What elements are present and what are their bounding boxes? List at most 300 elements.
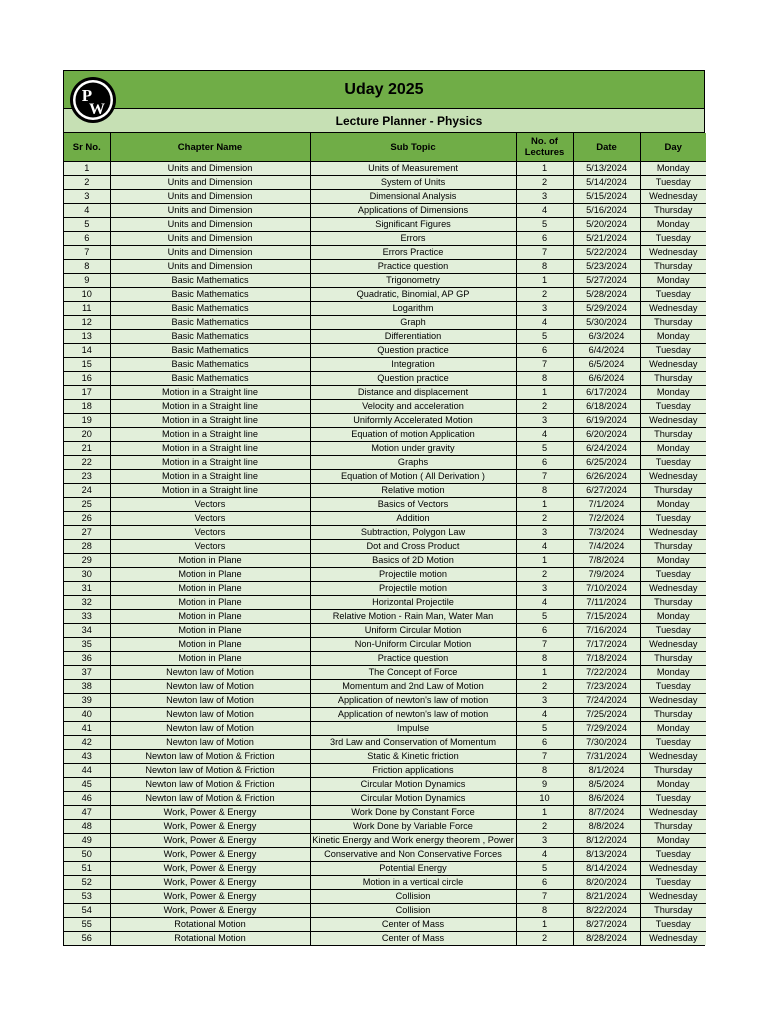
sr-no-cell: 12	[64, 316, 110, 330]
sr-no-cell: 24	[64, 484, 110, 498]
sr-no-cell: 28	[64, 540, 110, 554]
chapter-name-cell: Basic Mathematics	[110, 288, 310, 302]
sr-no-cell: 54	[64, 904, 110, 918]
chapter-name-cell: Newton law of Motion	[110, 722, 310, 736]
lectures-cell: 8	[516, 904, 573, 918]
sr-no-cell: 51	[64, 862, 110, 876]
chapter-name-cell: Newton law of Motion	[110, 694, 310, 708]
day-cell: Tuesday	[640, 792, 706, 806]
sub-topic-cell: Velocity and acceleration	[310, 400, 516, 414]
sub-topic-cell: Logarithm	[310, 302, 516, 316]
col-header-day: Day	[640, 133, 706, 162]
sub-topic-cell: Basics of 2D Motion	[310, 554, 516, 568]
chapter-name-cell: Rotational Motion	[110, 932, 310, 946]
date-cell: 7/29/2024	[573, 722, 640, 736]
date-cell: 8/6/2024	[573, 792, 640, 806]
date-cell: 7/17/2024	[573, 638, 640, 652]
sr-no-cell: 56	[64, 932, 110, 946]
lectures-cell: 1	[516, 274, 573, 288]
chapter-name-cell: Newton law of Motion	[110, 708, 310, 722]
day-cell: Tuesday	[640, 344, 706, 358]
day-cell: Wednesday	[640, 302, 706, 316]
day-cell: Monday	[640, 498, 706, 512]
sr-no-cell: 45	[64, 778, 110, 792]
sr-no-cell: 32	[64, 596, 110, 610]
date-cell: 8/12/2024	[573, 834, 640, 848]
chapter-name-cell: Work, Power & Energy	[110, 820, 310, 834]
page-subtitle: Lecture Planner - Physics	[335, 113, 483, 128]
date-cell: 5/30/2024	[573, 316, 640, 330]
sub-topic-cell: Static & Kinetic friction	[310, 750, 516, 764]
day-cell: Wednesday	[640, 932, 706, 946]
sr-no-cell: 35	[64, 638, 110, 652]
day-cell: Monday	[640, 834, 706, 848]
lectures-cell: 1	[516, 806, 573, 820]
table-row	[64, 274, 706, 288]
pw-logo-icon	[69, 76, 117, 124]
lectures-cell: 9	[516, 778, 573, 792]
day-cell: Monday	[640, 162, 706, 176]
date-cell: 6/27/2024	[573, 484, 640, 498]
date-cell: 7/15/2024	[573, 610, 640, 624]
sub-topic-cell: Practice question	[310, 260, 516, 274]
sr-no-cell: 14	[64, 344, 110, 358]
sr-no-cell: 29	[64, 554, 110, 568]
table-row	[64, 820, 706, 834]
date-cell: 6/18/2024	[573, 400, 640, 414]
lectures-cell: 3	[516, 414, 573, 428]
lectures-cell: 5	[516, 442, 573, 456]
table-row	[64, 848, 706, 862]
lectures-cell: 3	[516, 694, 573, 708]
lectures-cell: 7	[516, 890, 573, 904]
table-row	[64, 456, 706, 470]
sr-no-cell: 38	[64, 680, 110, 694]
table-row	[64, 330, 706, 344]
sub-topic-cell: Potential Energy	[310, 862, 516, 876]
sub-topic-cell: Quadratic, Binomial, AP GP	[310, 288, 516, 302]
lectures-cell: 2	[516, 400, 573, 414]
chapter-name-cell: Vectors	[110, 498, 310, 512]
table-row	[64, 344, 706, 358]
sub-topic-cell: Motion in a vertical circle	[310, 876, 516, 890]
date-cell: 8/7/2024	[573, 806, 640, 820]
sub-topic-cell: Graphs	[310, 456, 516, 470]
table-row	[64, 498, 706, 512]
date-cell: 6/17/2024	[573, 386, 640, 400]
day-cell: Thursday	[640, 540, 706, 554]
date-cell: 8/22/2024	[573, 904, 640, 918]
day-cell: Thursday	[640, 820, 706, 834]
lectures-cell: 8	[516, 372, 573, 386]
lectures-cell: 8	[516, 260, 573, 274]
table-row	[64, 162, 706, 176]
lectures-cell: 2	[516, 568, 573, 582]
sr-no-cell: 19	[64, 414, 110, 428]
sub-topic-cell: Application of newton's law of motion	[310, 694, 516, 708]
sub-topic-cell: Uniform Circular Motion	[310, 624, 516, 638]
lectures-cell: 1	[516, 666, 573, 680]
col-header-sub-topic: Sub Topic	[310, 133, 516, 162]
date-cell: 6/3/2024	[573, 330, 640, 344]
date-cell: 6/6/2024	[573, 372, 640, 386]
day-cell: Thursday	[640, 372, 706, 386]
date-cell: 8/1/2024	[573, 764, 640, 778]
sr-no-cell: 13	[64, 330, 110, 344]
sub-topic-cell: Errors	[310, 232, 516, 246]
chapter-name-cell: Basic Mathematics	[110, 358, 310, 372]
date-cell: 6/25/2024	[573, 456, 640, 470]
day-cell: Monday	[640, 274, 706, 288]
chapter-name-cell: Basic Mathematics	[110, 274, 310, 288]
sr-no-cell: 53	[64, 890, 110, 904]
table-row	[64, 638, 706, 652]
chapter-name-cell: Work, Power & Energy	[110, 876, 310, 890]
sub-topic-cell: Application of newton's law of motion	[310, 708, 516, 722]
lectures-cell: 3	[516, 526, 573, 540]
day-cell: Monday	[640, 330, 706, 344]
table-row	[64, 442, 706, 456]
table-row	[64, 806, 706, 820]
sr-no-cell: 25	[64, 498, 110, 512]
sr-no-cell: 46	[64, 792, 110, 806]
date-cell: 7/18/2024	[573, 652, 640, 666]
date-cell: 7/2/2024	[573, 512, 640, 526]
date-cell: 6/19/2024	[573, 414, 640, 428]
table-row	[64, 582, 706, 596]
chapter-name-cell: Newton law of Motion & Friction	[110, 750, 310, 764]
day-cell: Monday	[640, 722, 706, 736]
chapter-name-cell: Units and Dimension	[110, 162, 310, 176]
date-cell: 7/11/2024	[573, 596, 640, 610]
sr-no-cell: 49	[64, 834, 110, 848]
day-cell: Wednesday	[640, 694, 706, 708]
day-cell: Thursday	[640, 428, 706, 442]
table-row	[64, 932, 706, 946]
day-cell: Wednesday	[640, 246, 706, 260]
sub-topic-cell: Question practice	[310, 372, 516, 386]
chapter-name-cell: Motion in a Straight line	[110, 470, 310, 484]
day-cell: Monday	[640, 442, 706, 456]
lectures-cell: 7	[516, 750, 573, 764]
sr-no-cell: 8	[64, 260, 110, 274]
sr-no-cell: 27	[64, 526, 110, 540]
sub-topic-cell: Non-Uniform Circular Motion	[310, 638, 516, 652]
sr-no-cell: 18	[64, 400, 110, 414]
day-cell: Thursday	[640, 904, 706, 918]
date-cell: 7/4/2024	[573, 540, 640, 554]
date-cell: 8/28/2024	[573, 932, 640, 946]
logo-letter-w: W	[89, 101, 105, 118]
table-row	[64, 302, 706, 316]
date-cell: 5/20/2024	[573, 218, 640, 232]
sub-topic-cell: Differentiation	[310, 330, 516, 344]
chapter-name-cell: Work, Power & Energy	[110, 834, 310, 848]
table-row	[64, 428, 706, 442]
date-cell: 8/14/2024	[573, 862, 640, 876]
date-cell: 6/5/2024	[573, 358, 640, 372]
sr-no-cell: 2	[64, 176, 110, 190]
day-cell: Monday	[640, 554, 706, 568]
sub-topic-cell: System of Units	[310, 176, 516, 190]
date-cell: 6/24/2024	[573, 442, 640, 456]
sr-no-cell: 5	[64, 218, 110, 232]
sr-no-cell: 47	[64, 806, 110, 820]
sub-topic-cell: Uniformly Accelerated Motion	[310, 414, 516, 428]
table-row	[64, 232, 706, 246]
chapter-name-cell: Motion in Plane	[110, 568, 310, 582]
sub-topic-cell: Trigonometry	[310, 274, 516, 288]
page-title: Uday 2025	[344, 80, 424, 98]
col-header-sr-no: Sr No.	[64, 133, 110, 162]
day-cell: Wednesday	[640, 750, 706, 764]
table-row	[64, 484, 706, 498]
sr-no-cell: 36	[64, 652, 110, 666]
sub-topic-cell: Center of Mass	[310, 932, 516, 946]
chapter-name-cell: Basic Mathematics	[110, 316, 310, 330]
chapter-name-cell: Basic Mathematics	[110, 344, 310, 358]
day-cell: Tuesday	[640, 176, 706, 190]
chapter-name-cell: Motion in a Straight line	[110, 428, 310, 442]
day-cell: Wednesday	[640, 890, 706, 904]
chapter-name-cell: Work, Power & Energy	[110, 848, 310, 862]
sr-no-cell: 48	[64, 820, 110, 834]
chapter-name-cell: Work, Power & Energy	[110, 806, 310, 820]
table-row	[64, 694, 706, 708]
lectures-cell: 6	[516, 624, 573, 638]
sr-no-cell: 1	[64, 162, 110, 176]
lectures-cell: 8	[516, 484, 573, 498]
sub-topic-cell: Friction applications	[310, 764, 516, 778]
chapter-name-cell: Newton law of Motion	[110, 666, 310, 680]
chapter-name-cell: Basic Mathematics	[110, 372, 310, 386]
sr-no-cell: 23	[64, 470, 110, 484]
chapter-name-cell: Newton law of Motion	[110, 680, 310, 694]
sr-no-cell: 9	[64, 274, 110, 288]
lectures-cell: 4	[516, 204, 573, 218]
table-row	[64, 680, 706, 694]
table-row	[64, 610, 706, 624]
chapter-name-cell: Newton law of Motion	[110, 736, 310, 750]
sub-topic-cell: Equation of Motion ( All Derivation )	[310, 470, 516, 484]
sub-topic-cell: Projectile motion	[310, 568, 516, 582]
sub-topic-cell: Work Done by Variable Force	[310, 820, 516, 834]
sr-no-cell: 42	[64, 736, 110, 750]
sr-no-cell: 37	[64, 666, 110, 680]
sub-topic-cell: Distance and displacement	[310, 386, 516, 400]
chapter-name-cell: Motion in a Straight line	[110, 456, 310, 470]
date-cell: 8/20/2024	[573, 876, 640, 890]
table-row	[64, 904, 706, 918]
sub-topic-cell: Kinetic Energy and Work energy theorem , Power	[310, 834, 516, 848]
table-row	[64, 652, 706, 666]
col-header-date: Date	[573, 133, 640, 162]
date-cell: 5/23/2024	[573, 260, 640, 274]
day-cell: Wednesday	[640, 190, 706, 204]
date-cell: 7/1/2024	[573, 498, 640, 512]
date-cell: 8/21/2024	[573, 890, 640, 904]
day-cell: Wednesday	[640, 862, 706, 876]
date-cell: 5/28/2024	[573, 288, 640, 302]
chapter-name-cell: Basic Mathematics	[110, 302, 310, 316]
date-cell: 7/22/2024	[573, 666, 640, 680]
sub-topic-cell: Significant Figures	[310, 218, 516, 232]
chapter-name-cell: Work, Power & Energy	[110, 904, 310, 918]
table-row	[64, 512, 706, 526]
sr-no-cell: 4	[64, 204, 110, 218]
sr-no-cell: 26	[64, 512, 110, 526]
sub-topic-cell: Momentum and 2nd Law of Motion	[310, 680, 516, 694]
sub-topic-cell: Question practice	[310, 344, 516, 358]
day-cell: Tuesday	[640, 624, 706, 638]
table-row	[64, 708, 706, 722]
sr-no-cell: 44	[64, 764, 110, 778]
sub-topic-cell: Addition	[310, 512, 516, 526]
chapter-name-cell: Units and Dimension	[110, 204, 310, 218]
date-cell: 6/26/2024	[573, 470, 640, 484]
table-row	[64, 316, 706, 330]
lectures-cell: 1	[516, 554, 573, 568]
date-cell: 8/8/2024	[573, 820, 640, 834]
lectures-cell: 1	[516, 162, 573, 176]
table-row	[64, 386, 706, 400]
chapter-name-cell: Motion in a Straight line	[110, 400, 310, 414]
day-cell: Thursday	[640, 204, 706, 218]
col-header-lectures: No. of Lectures	[516, 133, 573, 162]
sub-topic-cell: Equation of motion Application	[310, 428, 516, 442]
sr-no-cell: 40	[64, 708, 110, 722]
lectures-cell: 1	[516, 386, 573, 400]
table-row	[64, 736, 706, 750]
lectures-cell: 3	[516, 834, 573, 848]
sub-topic-cell: Circular Motion Dynamics	[310, 792, 516, 806]
table-row	[64, 526, 706, 540]
table-row	[64, 204, 706, 218]
table-row	[64, 876, 706, 890]
subtitle-bar	[64, 109, 704, 133]
sr-no-cell: 7	[64, 246, 110, 260]
table-row	[64, 358, 706, 372]
sr-no-cell: 20	[64, 428, 110, 442]
sub-topic-cell: Errors Practice	[310, 246, 516, 260]
sr-no-cell: 55	[64, 918, 110, 932]
chapter-name-cell: Motion in a Straight line	[110, 442, 310, 456]
day-cell: Wednesday	[640, 806, 706, 820]
date-cell: 5/15/2024	[573, 190, 640, 204]
chapter-name-cell: Motion in a Straight line	[110, 484, 310, 498]
lectures-cell: 5	[516, 610, 573, 624]
chapter-name-cell: Rotational Motion	[110, 918, 310, 932]
chapter-name-cell: Units and Dimension	[110, 232, 310, 246]
chapter-name-cell: Motion in Plane	[110, 582, 310, 596]
table-row	[64, 540, 706, 554]
day-cell: Tuesday	[640, 400, 706, 414]
lectures-cell: 1	[516, 918, 573, 932]
chapter-name-cell: Work, Power & Energy	[110, 890, 310, 904]
table-body	[64, 162, 706, 946]
date-cell: 7/8/2024	[573, 554, 640, 568]
table-row	[64, 764, 706, 778]
sub-topic-cell: Graph	[310, 316, 516, 330]
day-cell: Thursday	[640, 484, 706, 498]
day-cell: Monday	[640, 610, 706, 624]
sub-topic-cell: Dimensional Analysis	[310, 190, 516, 204]
lectures-cell: 4	[516, 316, 573, 330]
sub-topic-cell: The Concept of Force	[310, 666, 516, 680]
lectures-cell: 7	[516, 470, 573, 484]
table-row	[64, 666, 706, 680]
date-cell: 5/21/2024	[573, 232, 640, 246]
lectures-cell: 3	[516, 302, 573, 316]
sub-topic-cell: Practice question	[310, 652, 516, 666]
day-cell: Monday	[640, 386, 706, 400]
sub-topic-cell: Impulse	[310, 722, 516, 736]
sub-topic-cell: Projectile motion	[310, 582, 516, 596]
table-header-row	[64, 133, 706, 162]
sr-no-cell: 50	[64, 848, 110, 862]
lectures-cell: 4	[516, 428, 573, 442]
sub-topic-cell: Integration	[310, 358, 516, 372]
date-cell: 7/3/2024	[573, 526, 640, 540]
chapter-name-cell: Vectors	[110, 512, 310, 526]
lectures-cell: 4	[516, 540, 573, 554]
sr-no-cell: 41	[64, 722, 110, 736]
lectures-cell: 4	[516, 848, 573, 862]
table-row	[64, 596, 706, 610]
chapter-name-cell: Units and Dimension	[110, 260, 310, 274]
table-row	[64, 722, 706, 736]
chapter-name-cell: Newton law of Motion & Friction	[110, 778, 310, 792]
sr-no-cell: 17	[64, 386, 110, 400]
table-row	[64, 218, 706, 232]
chapter-name-cell: Units and Dimension	[110, 176, 310, 190]
sr-no-cell: 3	[64, 190, 110, 204]
day-cell: Thursday	[640, 596, 706, 610]
lectures-cell: 7	[516, 638, 573, 652]
sub-topic-cell: Work Done by Constant Force	[310, 806, 516, 820]
date-cell: 5/16/2024	[573, 204, 640, 218]
date-cell: 5/29/2024	[573, 302, 640, 316]
chapter-name-cell: Units and Dimension	[110, 218, 310, 232]
table-row	[64, 288, 706, 302]
table-row	[64, 470, 706, 484]
sub-topic-cell: Applications of Dimensions	[310, 204, 516, 218]
table-row	[64, 372, 706, 386]
day-cell: Tuesday	[640, 848, 706, 862]
table-row	[64, 190, 706, 204]
lectures-cell: 8	[516, 652, 573, 666]
sr-no-cell: 21	[64, 442, 110, 456]
lectures-cell: 6	[516, 344, 573, 358]
sub-topic-cell: Center of Mass	[310, 918, 516, 932]
sub-topic-cell: Dot and Cross Product	[310, 540, 516, 554]
table-row	[64, 624, 706, 638]
day-cell: Tuesday	[640, 232, 706, 246]
date-cell: 6/4/2024	[573, 344, 640, 358]
date-cell: 5/22/2024	[573, 246, 640, 260]
chapter-name-cell: Units and Dimension	[110, 246, 310, 260]
chapter-name-cell: Newton law of Motion & Friction	[110, 792, 310, 806]
sub-topic-cell: 3rd Law and Conservation of Momentum	[310, 736, 516, 750]
lectures-cell: 2	[516, 512, 573, 526]
day-cell: Wednesday	[640, 582, 706, 596]
lectures-cell: 2	[516, 176, 573, 190]
table-row	[64, 792, 706, 806]
date-cell: 8/13/2024	[573, 848, 640, 862]
table-row	[64, 568, 706, 582]
logo-letter-p: P	[81, 86, 93, 105]
lectures-cell: 6	[516, 876, 573, 890]
